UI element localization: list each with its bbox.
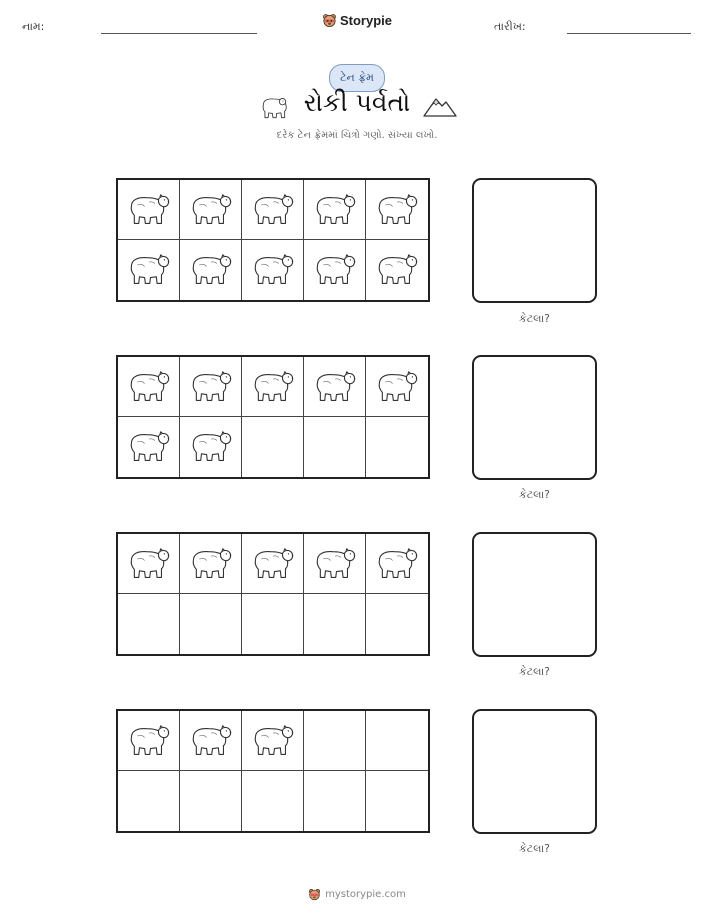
bear-icon: [313, 249, 357, 291]
frame-cell: [180, 417, 242, 477]
frame-cell: [180, 711, 242, 771]
frame-cell: [304, 240, 366, 300]
frame-cell: [242, 240, 304, 300]
bear-icon: [375, 543, 419, 585]
frame-cell: [366, 417, 428, 477]
page-title: રોકી પર્વતો: [303, 88, 411, 117]
frame-cell: [304, 417, 366, 477]
frame-cell: [366, 180, 428, 240]
frame-cell: [180, 357, 242, 417]
frame-cell: [366, 771, 428, 831]
bear-icon: [313, 543, 357, 585]
footer-url[interactable]: mystorypie.com: [325, 889, 406, 900]
bear-icon: [127, 720, 171, 762]
frame-cell: [118, 180, 180, 240]
bear-icon: [189, 543, 233, 585]
frame-cell: [180, 240, 242, 300]
frame-cell: [242, 771, 304, 831]
frame-cell: [118, 771, 180, 831]
frame-cell: [366, 534, 428, 594]
brand-logo: [0, 13, 714, 32]
bear-icon: [127, 249, 171, 291]
frame-cell: [118, 711, 180, 771]
frame-cell: [118, 594, 180, 654]
ten-frame-2: [116, 355, 430, 479]
bear-icon: [251, 366, 295, 408]
bear-icon: [251, 249, 295, 291]
bear-icon: [189, 366, 233, 408]
bear-icon: [189, 426, 233, 468]
topic-badge: ટેન ફ્રેમ: [329, 64, 385, 92]
frame-cell: [366, 240, 428, 300]
bear-icon: [251, 189, 295, 231]
frame-cell: [304, 711, 366, 771]
frame-cell: [118, 417, 180, 477]
mountain-icon: [422, 94, 458, 118]
bear-icon: [127, 426, 171, 468]
footer: [0, 886, 714, 905]
ten-frame-3: [116, 532, 430, 656]
frame-cell: [180, 180, 242, 240]
answer-label-4: કેટલા?: [518, 842, 551, 855]
answer-box-4[interactable]: [472, 709, 597, 834]
frame-cell: [304, 771, 366, 831]
name-label: નામ:: [22, 20, 45, 33]
frame-cell: [304, 594, 366, 654]
answer-label-2: કેટલા?: [518, 488, 551, 501]
ten-frame-4: [116, 709, 430, 833]
frame-cell: [304, 534, 366, 594]
frame-cell: [366, 594, 428, 654]
frame-cell: [242, 417, 304, 477]
brand-name: Storypie: [339, 13, 392, 28]
date-label: તારીખ:: [494, 20, 526, 33]
bear-icon: [127, 189, 171, 231]
answer-box-3[interactable]: [472, 532, 597, 657]
frame-cell: [118, 240, 180, 300]
frame-cell: [242, 534, 304, 594]
frame-cell: [118, 357, 180, 417]
frame-cell: [180, 771, 242, 831]
frame-cell: [242, 357, 304, 417]
bear-icon: [375, 249, 419, 291]
frame-cell: [304, 357, 366, 417]
name-line[interactable]: [101, 33, 257, 34]
answer-box-2[interactable]: [472, 355, 597, 480]
bear-icon: [189, 720, 233, 762]
bear-icon: [189, 189, 233, 231]
frame-cell: [366, 711, 428, 771]
bear-mascot-icon: [308, 888, 321, 901]
bear-icon: [189, 249, 233, 291]
frame-cell: [242, 594, 304, 654]
date-line[interactable]: [567, 33, 691, 34]
answer-box-1[interactable]: [472, 178, 597, 303]
bear-mascot-icon: [322, 13, 337, 28]
bear-icon: [127, 543, 171, 585]
ten-frame-1: [116, 178, 430, 302]
bear-icon: [313, 189, 357, 231]
instructions: દરેક ટેન ફ્રેમમાં ચિત્રો ગણો. સંખ્યા લખો.: [276, 130, 438, 141]
bear-icon: [375, 366, 419, 408]
frame-cell: [180, 594, 242, 654]
bear-icon: [251, 720, 295, 762]
bear-icon: [313, 366, 357, 408]
frame-cell: [242, 711, 304, 771]
frame-cell: [304, 180, 366, 240]
answer-label-1: કેટલા?: [518, 312, 551, 325]
bear-icon: [251, 543, 295, 585]
answer-label-3: કેટલા?: [518, 665, 551, 678]
frame-cell: [180, 534, 242, 594]
bear-icon: [375, 189, 419, 231]
frame-cell: [118, 534, 180, 594]
bear-icon: [127, 366, 171, 408]
frame-cell: [242, 180, 304, 240]
frame-cell: [366, 357, 428, 417]
